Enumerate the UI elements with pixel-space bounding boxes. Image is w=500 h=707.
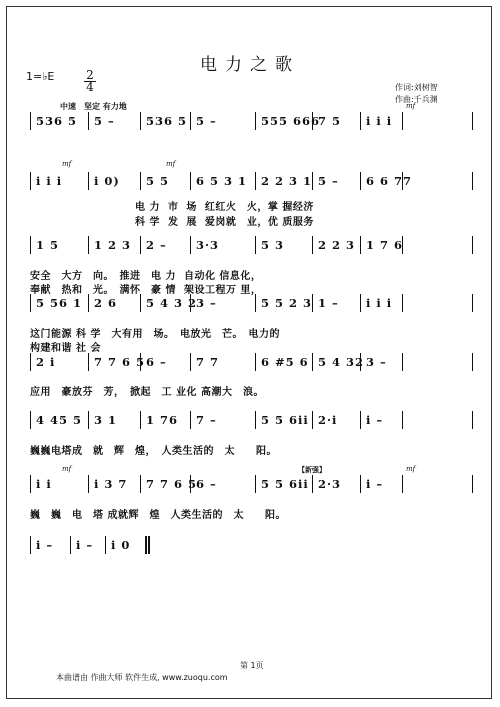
- measure: i 0): [94, 174, 120, 188]
- barline: [312, 172, 313, 190]
- barline: [30, 236, 31, 254]
- measure: 1 2 3: [94, 238, 132, 252]
- measure: 2 i: [36, 355, 56, 369]
- lyric-line: 安全 大方 向。 推进 电 力 自动化 信息化，: [30, 271, 262, 282]
- barline: [472, 236, 473, 254]
- measure: 2·3: [318, 477, 342, 491]
- measure: i –: [36, 538, 54, 552]
- barline: [402, 112, 403, 130]
- barline: [312, 353, 313, 371]
- barline: [88, 112, 89, 130]
- measure: 5 5: [146, 174, 170, 188]
- measure: 7 7 6 5: [94, 355, 146, 369]
- composer-credit: 作曲:千兵渊: [395, 95, 438, 104]
- measure: 5 –: [94, 114, 115, 128]
- barline: [255, 294, 256, 312]
- barline: [30, 172, 31, 190]
- measure: 7 5: [318, 114, 342, 128]
- time-signature: [84, 70, 96, 93]
- lyric-line: 电 力 市 场 红红火 火，掌 握经济: [30, 202, 314, 213]
- barline: [360, 112, 361, 130]
- measure: 5 56 1: [36, 296, 83, 310]
- barline: [472, 475, 473, 493]
- barline: [88, 236, 89, 254]
- barline: [472, 172, 473, 190]
- dynamic-mark: mf: [62, 465, 72, 473]
- measure: 5 3: [261, 238, 285, 252]
- credits: [395, 82, 438, 106]
- measure: i i i: [366, 114, 393, 128]
- measure: i i i: [366, 296, 393, 310]
- barline: [255, 112, 256, 130]
- measure: 5 5 2 3: [261, 296, 313, 310]
- measure: 6 5 3 1: [196, 174, 248, 188]
- barline: [312, 411, 313, 429]
- measure: 555 666: [261, 114, 321, 128]
- measure: 5 5 6ii: [261, 413, 309, 427]
- measure: i –: [366, 477, 384, 491]
- footer-note: 本曲谱由 作曲大师 软件生成, www.zuoqu.com: [56, 673, 228, 682]
- measure: 2 –: [146, 238, 167, 252]
- barline: [140, 112, 141, 130]
- measure: 3 –: [196, 296, 217, 310]
- barline: [312, 236, 313, 254]
- barline: [472, 112, 473, 130]
- barline: [360, 172, 361, 190]
- measure: 536 5: [146, 114, 188, 128]
- barline: [190, 112, 191, 130]
- time-bottom: 4: [86, 80, 94, 94]
- measure: i i i: [36, 174, 63, 188]
- barline: [312, 294, 313, 312]
- barline: [30, 536, 31, 554]
- barline: [190, 411, 191, 429]
- barline: [30, 411, 31, 429]
- staff-row: [30, 355, 472, 371]
- barline: [312, 475, 313, 493]
- barline: [140, 411, 141, 429]
- barline: [105, 536, 106, 554]
- barline: [190, 172, 191, 190]
- page-number: 第 1页: [240, 661, 264, 670]
- measure: 2·i: [318, 413, 338, 427]
- measure: 6 6 77: [366, 174, 413, 188]
- barline: [472, 353, 473, 371]
- dynamic-mark: mf: [62, 160, 72, 168]
- measure: 6 –: [146, 355, 167, 369]
- staff-row: [30, 413, 472, 429]
- lyric-line: 巍 巍 电 塔 成就辉 煌 人类生活的 太 阳。: [30, 510, 286, 521]
- barline: [360, 475, 361, 493]
- time-top: 2: [86, 68, 94, 82]
- measure: i –: [366, 413, 384, 427]
- measure: 3·3: [196, 238, 220, 252]
- measure: 4 45 5: [36, 413, 83, 427]
- barline: [255, 236, 256, 254]
- barline: [30, 112, 31, 130]
- staff-row: [30, 238, 472, 254]
- measure: 5 5 6ii: [261, 477, 309, 491]
- barline: [88, 353, 89, 371]
- measure: 536 5: [36, 114, 78, 128]
- barline: [88, 411, 89, 429]
- measure: 5 –: [318, 174, 339, 188]
- tempo-marking: 中速 坚定 有力地: [60, 102, 127, 111]
- measure: 2 2 3 1: [261, 174, 313, 188]
- barline: [360, 236, 361, 254]
- barline: [472, 411, 473, 429]
- section-tag: 【新强】: [298, 466, 326, 474]
- measure: i 0: [111, 538, 131, 552]
- key-signature: [26, 70, 54, 83]
- lyric-line: 应用 豪放芬 芳， 掀起 工 业化 高潮大 浪。: [30, 387, 264, 398]
- barline: [360, 294, 361, 312]
- staff-row: [30, 114, 472, 130]
- barline: [88, 475, 89, 493]
- staff-row: [30, 477, 472, 493]
- measure: 1 76: [146, 413, 179, 427]
- staff-row: [30, 174, 472, 190]
- key-text: 1=♭E: [26, 70, 55, 83]
- measure: 5 4 32: [318, 355, 365, 369]
- lyric-line: 科 学 发 展 爱岗就 业，优 质服务: [30, 217, 314, 228]
- barline: [402, 353, 403, 371]
- staff-row: [30, 296, 472, 312]
- barline: [88, 294, 89, 312]
- barline: [140, 294, 141, 312]
- final-barline: [148, 536, 150, 554]
- barline: [402, 475, 403, 493]
- barline: [70, 536, 71, 554]
- barline: [30, 294, 31, 312]
- barline: [255, 353, 256, 371]
- measure: 5 4 3 2: [146, 296, 198, 310]
- measure: 7 7 6 5: [146, 477, 198, 491]
- measure: 6 –: [196, 477, 217, 491]
- measure: 1 –: [318, 296, 339, 310]
- measure: 1 5: [36, 238, 60, 252]
- measure: 6 #5 6: [261, 355, 309, 369]
- barline: [190, 353, 191, 371]
- measure: 2 2 3: [318, 238, 356, 252]
- measure: 7 –: [196, 413, 217, 427]
- barline: [88, 172, 89, 190]
- measure: 5 –: [196, 114, 217, 128]
- measure: i 3 7: [94, 477, 128, 491]
- barline: [360, 411, 361, 429]
- staff-row: [30, 538, 472, 554]
- barline: [30, 353, 31, 371]
- measure: 2 6: [94, 296, 118, 310]
- dynamic-mark: mf: [406, 465, 416, 473]
- barline: [140, 172, 141, 190]
- lyric-line: 巍巍电塔成 就 辉 煌， 人类生活的 太 阳。: [30, 446, 277, 457]
- measure: 1 7 6: [366, 238, 404, 252]
- barline: [255, 172, 256, 190]
- measure: i –: [76, 538, 94, 552]
- dynamic-mark: mf: [406, 102, 416, 110]
- barline: [145, 536, 147, 554]
- lyricist-credit: 作词:刘树智: [395, 83, 438, 92]
- barline: [255, 411, 256, 429]
- dynamic-mark: mf: [166, 160, 176, 168]
- barline: [30, 475, 31, 493]
- barline: [190, 236, 191, 254]
- barline: [472, 294, 473, 312]
- lyric-line: 奉献 热和 光。 满怀 豪 情 架设工程万 里，: [30, 285, 262, 296]
- barline: [140, 475, 141, 493]
- lyric-line: 这门能源 科 学 大有用 场。 电放光 芒。 电力的: [30, 329, 280, 340]
- measure: 3 –: [366, 355, 387, 369]
- lyric-line: 构建和谐 社 会: [30, 343, 101, 354]
- song-title: 电力之歌: [200, 55, 300, 75]
- barline: [255, 475, 256, 493]
- measure: 3 1: [94, 413, 118, 427]
- barline: [140, 236, 141, 254]
- measure: i i: [36, 477, 52, 491]
- measure: 7 7: [196, 355, 220, 369]
- barline: [402, 294, 403, 312]
- barline: [402, 411, 403, 429]
